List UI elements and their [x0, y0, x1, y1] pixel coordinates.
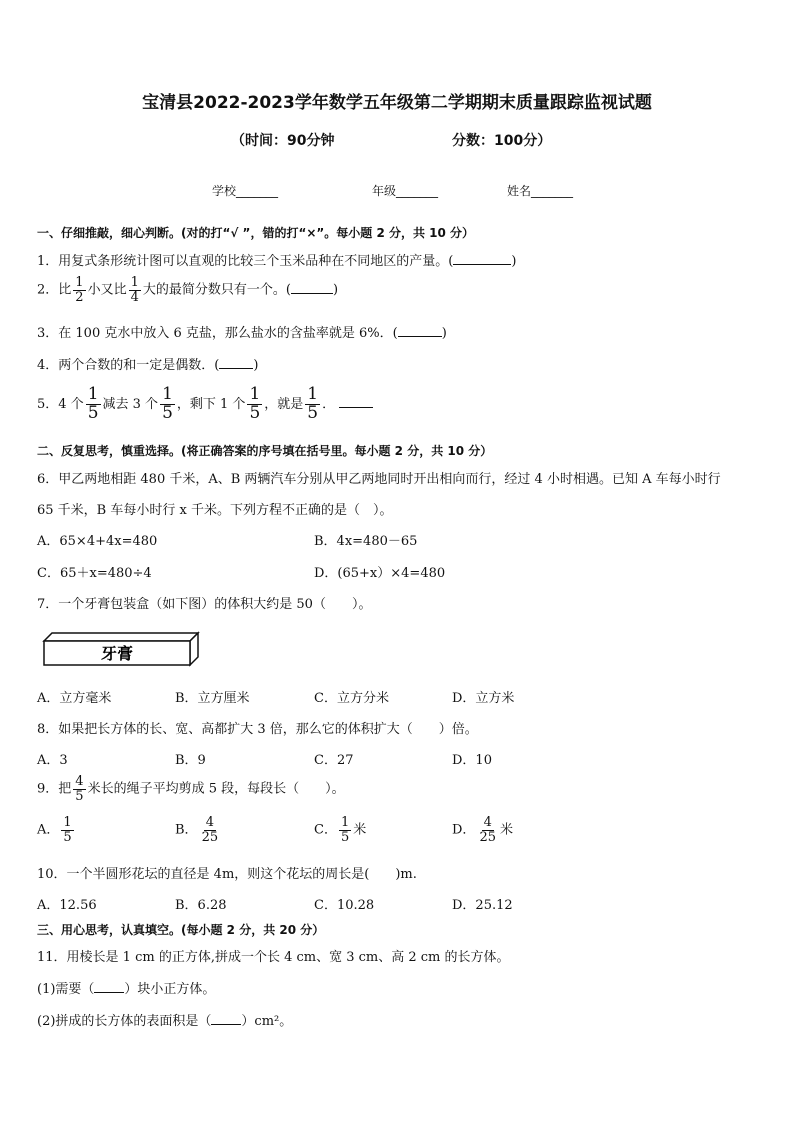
question-2-text: 小又比 — [87, 282, 127, 298]
question-7: 7．一个牙膏包装盒（如下图）的体积大约是 50（ ）。 — [37, 597, 372, 612]
answer-blank[interactable] — [291, 293, 333, 294]
option-d[interactable]: D．25.12 — [452, 898, 513, 913]
option-a[interactable]: A． $\frac{1}{5}$ — [37, 815, 72, 845]
fraction: $\frac{1}{5}$ — [87, 384, 99, 423]
question-2-text: 2．比 — [37, 282, 72, 298]
paren: ) — [332, 282, 339, 298]
question-11-part-1: (1)需要（ ）块小正方体。 — [37, 982, 216, 997]
answer-blank[interactable] — [219, 368, 253, 369]
fraction: $\frac{1}{5}$ — [162, 384, 173, 423]
fraction: $\frac{1}{4}$ — [130, 275, 139, 305]
exam-time: （时间：90分钟 — [231, 133, 335, 149]
exam-score: 分数：100分） — [452, 133, 552, 149]
question-2 — [37, 276, 338, 304]
fraction: $\frac{1}{5}$ — [307, 384, 319, 423]
option-a[interactable]: A．立方毫米 — [37, 691, 112, 706]
question-9 — [37, 775, 345, 803]
section-heading-1: 一、仔细推敲，细心判断。(对的打“√ ”，错的打“×”。每小题 2 分，共 10 分） — [37, 226, 475, 240]
option-b[interactable]: B．9 — [175, 753, 206, 768]
question-11: 11．用棱长是 1 cm 的正方体,拼成一个长 4 cm、宽 3 cm、高 2 cm 的长方体。 — [37, 950, 510, 965]
question-4-text: 4．两个合数的和一定是偶数．( — [37, 358, 220, 373]
option-c[interactable]: C． $\frac{1}{5}$ 米 — [314, 815, 367, 845]
question-5-text: ，就是 — [264, 396, 304, 412]
paren: ) — [441, 326, 447, 341]
name-field[interactable]: 姓名_______ — [507, 184, 574, 198]
answer-blank[interactable] — [453, 264, 511, 265]
option-a[interactable]: A．3 — [37, 753, 68, 768]
question-5-text: 5．4 个 — [37, 396, 84, 412]
section-heading-2: 二、反复思考，慎重选择。(将正确答案的序号填在括号里。每小题 2 分，共 10 分） — [37, 444, 493, 458]
question-11-part-2: (2)拼成的长方体的表面积是（ ）cm²。 — [37, 1014, 293, 1029]
option-c[interactable]: C．立方分米 — [314, 691, 389, 706]
question-3-text: 3．在 100 克水中放入 6 克盐，那么盐水的含盐率就是 6%．( — [37, 326, 398, 341]
option-c[interactable]: C．10.28 — [314, 898, 375, 913]
question-9-text: 9．把 — [37, 781, 72, 797]
section-heading-3: 三、用心思考，认真填空。(每小题 2 分，共 20 分） — [37, 923, 325, 937]
option-b[interactable]: B． $\frac{4}{25}$ — [175, 815, 219, 845]
answer-blank[interactable] — [339, 407, 373, 408]
paren: ) — [253, 358, 259, 373]
question-5-text: 减去 3 个 — [102, 396, 159, 412]
fraction: $\frac{1}{5}$ — [340, 815, 350, 845]
question-5 — [37, 386, 373, 423]
option-a[interactable]: A．12.56 — [37, 898, 97, 913]
question-5-text: ． — [322, 396, 336, 412]
answer-blank[interactable] — [398, 336, 442, 337]
paren: ) — [511, 254, 517, 269]
option-b[interactable]: B．4x=480－65 — [314, 534, 418, 549]
question-8: 8．如果把长方体的长、宽、高都扩大 3 倍，那么它的体积扩大（ ）倍。 — [37, 722, 478, 737]
question-10: 10．一个半圆形花坛的直径是 4m，则这个花坛的周长是( )m. — [37, 867, 417, 882]
box-label: 牙膏 — [100, 644, 134, 663]
fraction: $\frac{1}{5}$ — [63, 815, 72, 845]
question-4 — [37, 354, 258, 373]
option-c[interactable]: C．27 — [314, 753, 354, 768]
option-b[interactable]: B．6.28 — [175, 898, 227, 913]
question-6-line-2: 65 千米，B 车每小时行 x 千米。下列方程不正确的是（ ）。 — [37, 503, 393, 518]
page-title: 宝清县2022-2023学年数学五年级第二学期期末质量跟踪监视试题 — [142, 93, 652, 113]
option-d[interactable]: D．(65+x）×4=480 — [314, 566, 446, 581]
option-c[interactable]: C．65＋x=480÷4 — [37, 566, 152, 581]
option-b[interactable]: B．立方厘米 — [175, 691, 250, 706]
question-9-text: 米长的绳子平均剪成 5 段，每段长（ ）。 — [87, 781, 345, 797]
question-2-text: 大的最简分数只有一个。( — [142, 282, 291, 298]
fraction: $\frac{4}{5}$ — [75, 774, 84, 804]
option-d[interactable]: D． $\frac{4}{25}$ 米 — [452, 815, 513, 845]
school-field[interactable]: 学校_______ — [212, 184, 279, 198]
fraction: $\frac{4}{25}$ — [201, 815, 219, 845]
option-d[interactable]: D．10 — [452, 753, 492, 768]
answer-blank[interactable] — [211, 1024, 241, 1025]
fraction: $\frac{4}{25}$ — [479, 815, 496, 845]
question-3 — [37, 322, 447, 341]
fraction: $\frac{1}{5}$ — [249, 384, 261, 423]
toothpaste-box-figure — [42, 631, 200, 667]
answer-blank[interactable] — [94, 992, 124, 993]
option-d[interactable]: D．立方米 — [452, 691, 515, 706]
question-6-line-1: 6．甲乙两地相距 480 千米，A、B 两辆汽车分别从甲乙两地同时开出相向而行，经过 4 小时相遇。已知 A 车每小时行 — [37, 472, 721, 487]
option-a[interactable]: A．65×4+4x=480 — [37, 534, 158, 549]
fraction: $\frac{1}{2}$ — [75, 275, 84, 305]
grade-field[interactable]: 年级_______ — [372, 184, 439, 198]
question-5-text: ，剩下 1 个 — [176, 396, 246, 412]
question-1 — [37, 250, 516, 269]
question-1-text: 1．用复式条形统计图可以直观的比较三个玉米品种在不同地区的产量。( — [37, 254, 454, 269]
